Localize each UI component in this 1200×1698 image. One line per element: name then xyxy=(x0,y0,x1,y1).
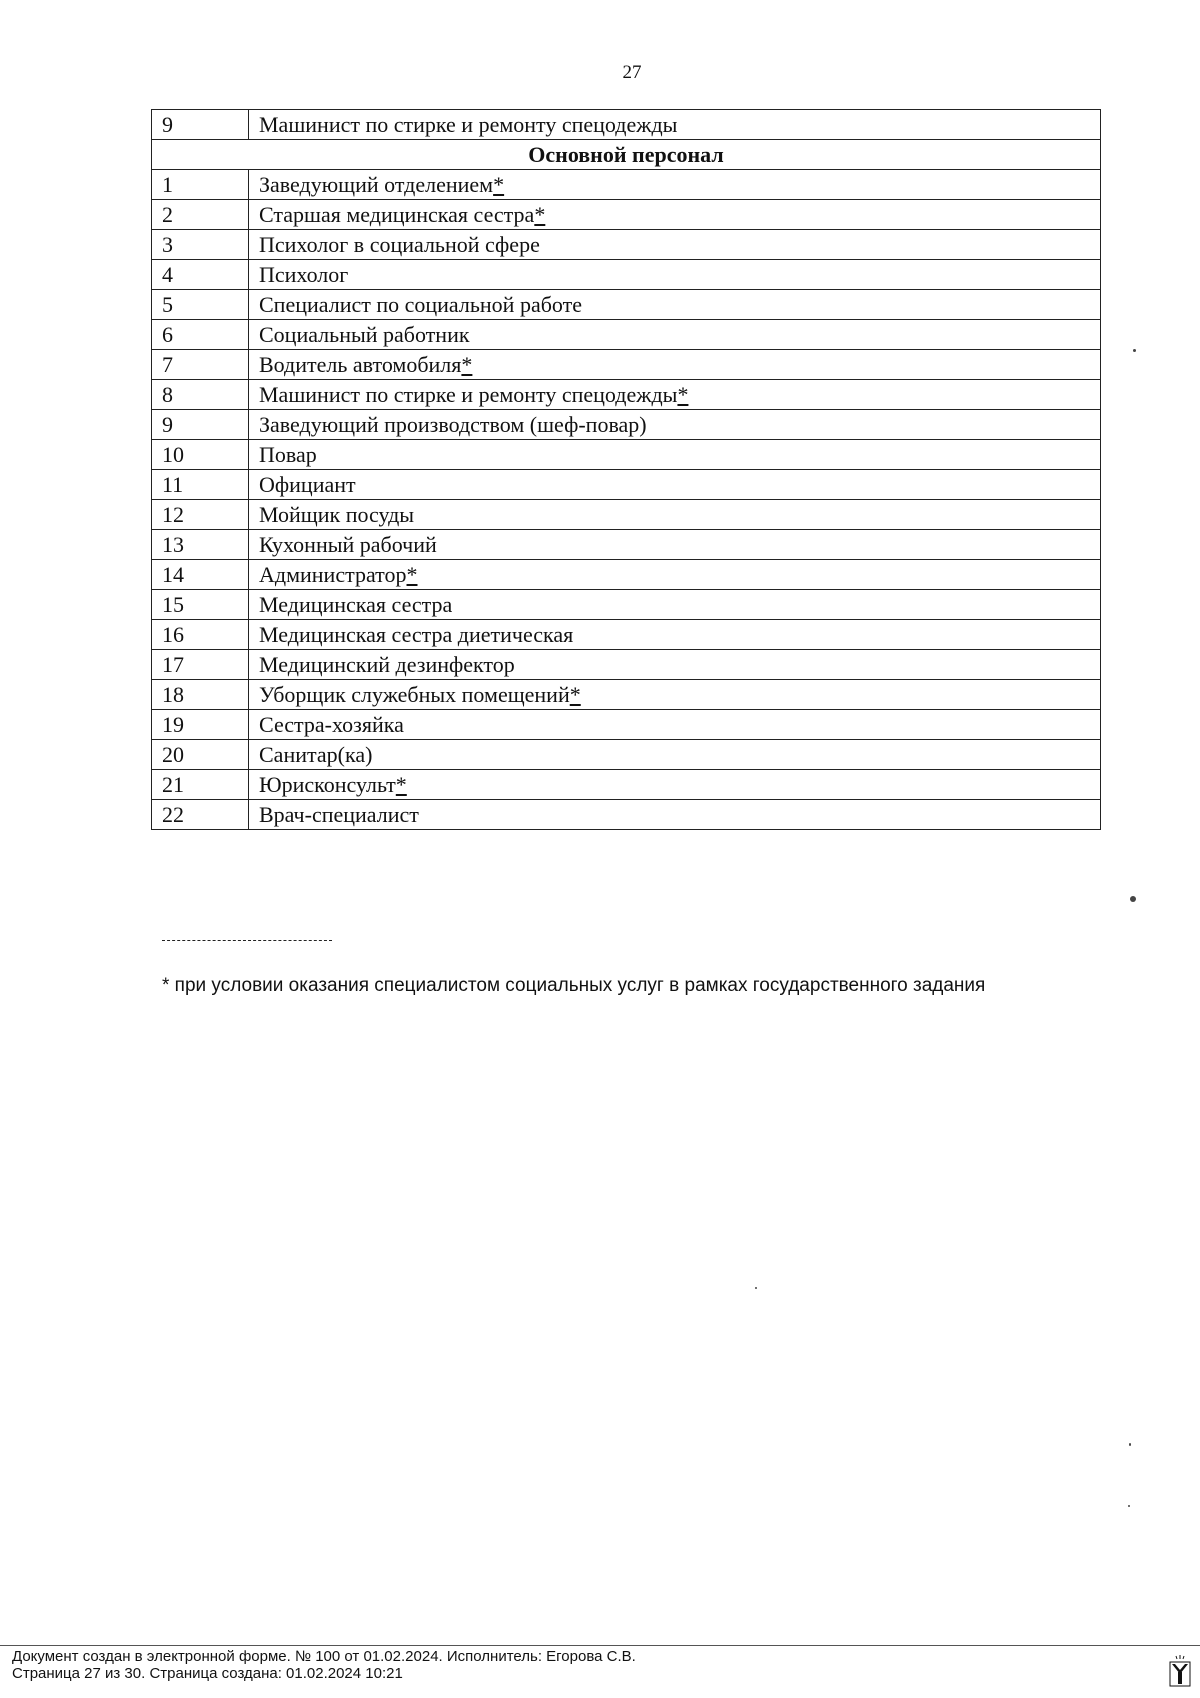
position-cell xyxy=(249,620,1101,650)
footnote-asterisk: * xyxy=(406,562,418,587)
position-cell xyxy=(249,290,1101,320)
footer-divider xyxy=(0,1645,1200,1646)
row-number: 8 xyxy=(152,380,249,410)
footnote-asterisk: * xyxy=(677,382,689,407)
scan-speck xyxy=(1128,1505,1130,1507)
position-title: Машинист по стирке и ремонту спецодежды xyxy=(249,110,1101,140)
table-row xyxy=(152,320,1101,350)
position-title: Врач-специалист xyxy=(259,802,419,827)
footnote-separator xyxy=(162,940,332,941)
row-number: 14 xyxy=(152,560,249,590)
table-row xyxy=(152,230,1101,260)
row-number: 16 xyxy=(152,620,249,650)
footnote-asterisk: * xyxy=(569,682,581,707)
row-number: 19 xyxy=(152,710,249,740)
position-title: Администратор xyxy=(259,562,407,587)
row-number: 9 xyxy=(152,410,249,440)
scan-speck xyxy=(1130,896,1136,902)
position-cell xyxy=(249,470,1101,500)
row-number: 4 xyxy=(152,260,249,290)
table-row xyxy=(152,590,1101,620)
position-title: Кухонный рабочий xyxy=(259,532,437,557)
table-row xyxy=(152,740,1101,770)
table-row xyxy=(152,500,1101,530)
table-row xyxy=(152,260,1101,290)
table-row xyxy=(152,800,1101,830)
position-cell xyxy=(249,800,1101,830)
position-cell xyxy=(249,380,1101,410)
position-cell xyxy=(249,320,1101,350)
position-title: Старшая медицинская сестра xyxy=(259,202,535,227)
position-cell xyxy=(249,170,1101,200)
position-cell xyxy=(249,710,1101,740)
position-cell xyxy=(249,410,1101,440)
position-cell xyxy=(249,440,1101,470)
row-number: 10 xyxy=(152,440,249,470)
position-cell xyxy=(249,230,1101,260)
position-title: Повар xyxy=(259,442,317,467)
row-number: 7 xyxy=(152,350,249,380)
row-number: 5 xyxy=(152,290,249,320)
row-number: 11 xyxy=(152,470,249,500)
government-emblem-icon xyxy=(1168,1654,1192,1688)
section-title: Основной персонал xyxy=(152,140,1101,170)
row-number: 17 xyxy=(152,650,249,680)
position-title: Медицинский дезинфектор xyxy=(259,652,515,677)
position-cell xyxy=(249,650,1101,680)
row-number: 20 xyxy=(152,740,249,770)
position-cell xyxy=(249,500,1101,530)
position-cell xyxy=(249,260,1101,290)
row-number: 6 xyxy=(152,320,249,350)
position-title: Уборщик служебных помещений xyxy=(259,682,570,707)
position-title: Мойщик посуды xyxy=(259,502,415,527)
staff-table xyxy=(151,109,1101,830)
footnote-asterisk: * xyxy=(493,172,505,197)
table-row xyxy=(152,530,1101,560)
position-title: Психолог xyxy=(259,262,349,287)
row-number: 12 xyxy=(152,500,249,530)
staff-table-body xyxy=(152,110,1101,830)
position-title: Официант xyxy=(259,472,356,497)
position-cell xyxy=(249,530,1101,560)
position-cell xyxy=(249,350,1101,380)
footnote-text: * при условии оказания специалистом социальных услуг в рамках государственного задания xyxy=(162,975,986,996)
page-number: 27 xyxy=(622,62,642,83)
scan-speck xyxy=(1133,349,1136,352)
table-row xyxy=(152,110,1101,140)
table-row xyxy=(152,650,1101,680)
row-number: 2 xyxy=(152,200,249,230)
position-title: Сестра-хозяйка xyxy=(259,712,404,737)
row-number: 22 xyxy=(152,800,249,830)
position-title: Заведующий отделением xyxy=(259,172,494,197)
position-cell xyxy=(249,590,1101,620)
table-row xyxy=(152,770,1101,800)
footer-line-1: Документ создан в электронной форме. № 100 от 01.02.2024. Исполнитель: Егорова С.В. xyxy=(12,1648,636,1665)
table-row xyxy=(152,410,1101,440)
row-number: 18 xyxy=(152,680,249,710)
table-row xyxy=(152,290,1101,320)
position-title: Специалист по социальной работе xyxy=(259,292,582,317)
position-cell xyxy=(249,560,1101,590)
position-title: Медицинская сестра диетическая xyxy=(259,622,574,647)
table-row xyxy=(152,170,1101,200)
scan-speck xyxy=(755,1287,757,1289)
row-number: 21 xyxy=(152,770,249,800)
footer-line-2: Страница 27 из 30. Страница создана: 01.02.2024 10:21 xyxy=(12,1665,403,1682)
position-cell xyxy=(249,740,1101,770)
position-cell xyxy=(249,200,1101,230)
footnote-asterisk: * xyxy=(534,202,546,227)
table-row xyxy=(152,710,1101,740)
position-title: Машинист по стирке и ремонту спецодежды xyxy=(259,382,678,407)
row-number: 13 xyxy=(152,530,249,560)
position-cell xyxy=(249,680,1101,710)
position-title: Социальный работник xyxy=(259,322,470,347)
position-title: Юрисконсульт xyxy=(259,772,396,797)
table-row xyxy=(152,470,1101,500)
section-header-row xyxy=(152,140,1101,170)
position-title: Заведующий производством (шеф-повар) xyxy=(259,412,647,437)
footnote-asterisk: * xyxy=(395,772,407,797)
document-footer xyxy=(12,1648,636,1682)
table-row xyxy=(152,440,1101,470)
table-row xyxy=(152,380,1101,410)
table-row xyxy=(152,350,1101,380)
table-row xyxy=(152,680,1101,710)
position-title: Водитель автомобиля xyxy=(259,352,462,377)
row-number: 9 xyxy=(152,110,249,140)
row-number: 15 xyxy=(152,590,249,620)
table-row xyxy=(152,200,1101,230)
position-cell xyxy=(249,770,1101,800)
position-title: Санитар(ка) xyxy=(259,742,373,767)
position-title: Психолог в социальной сфере xyxy=(259,232,540,257)
table-row xyxy=(152,560,1101,590)
position-title: Медицинская сестра xyxy=(259,592,453,617)
row-number: 3 xyxy=(152,230,249,260)
row-number: 1 xyxy=(152,170,249,200)
scan-speck xyxy=(1129,1443,1131,1446)
table-row xyxy=(152,620,1101,650)
footnote-asterisk: * xyxy=(461,352,473,377)
